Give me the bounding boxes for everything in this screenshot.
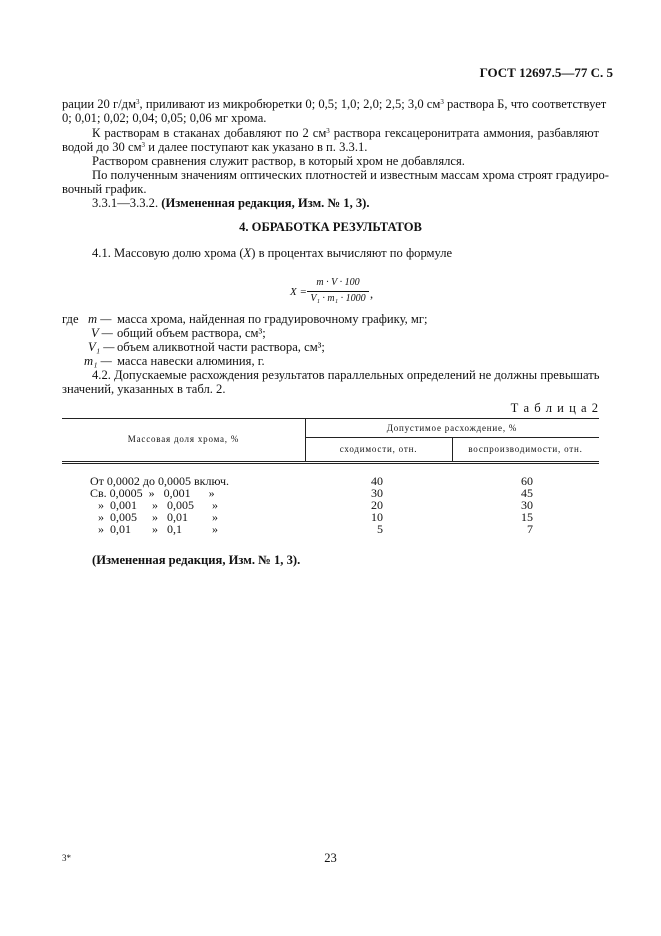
definition-text: масса хрома, найденная по градуировочному графику, мг;: [117, 312, 428, 326]
amendment-note: (Измененная редакция, Изм. № 1, 3).: [92, 553, 301, 567]
paragraph-line: значений, указанных в табл. 2.: [62, 382, 226, 396]
table-cell-convergence: 20: [371, 498, 383, 512]
paragraph-line: 0; 0,01; 0,02; 0,04; 0,05; 0,06 мг хрома.: [62, 111, 267, 125]
definition-text: общий объем раствора, см³;: [117, 326, 266, 340]
table-cell-convergence: 5: [377, 522, 383, 536]
signature-mark: 3*: [62, 853, 71, 863]
running-header: ГОСТ 12697.5—77 С. 5: [479, 65, 613, 80]
table-cell-reproducibility: 30: [521, 498, 533, 512]
paragraph-line: К растворам в стаканах добавляют по 2 $см^3$ раствора гексацеронитрата аммония, разбавляют: [92, 126, 599, 140]
definitions-where: где: [62, 312, 79, 326]
paragraph-line: вочный график.: [62, 182, 147, 196]
page-number: 23: [324, 851, 337, 865]
paragraph-line: 4.2. Допускаемые расхождения результатов параллельных определений не должны превышать: [92, 368, 600, 382]
table-cell-reproducibility: 60: [521, 474, 533, 488]
definition-symbol: V₁ —: [88, 340, 115, 354]
table-header-allowed-discrepancy: Допустимое расхождение, %: [386, 423, 518, 433]
amendment-note: 3.3.1—3.3.2. (Измененная редакция, Изм. № 1, 3).: [92, 196, 370, 210]
formula-denominator: V₁ · m₁ · 1000: [310, 293, 366, 304]
definition-symbol: V —: [91, 326, 113, 340]
formula-tail: ,: [370, 287, 374, 301]
section-title: 4. ОБРАБОТКА РЕЗУЛЬТАТОВ: [239, 220, 422, 234]
table-cell-mass: От 0,0002 до 0,0005 включ.: [90, 474, 230, 488]
paragraph-line: Раствором сравнения служит раствор, в который хром не добавлялся.: [92, 154, 465, 168]
table-cell-mass: » 0,01 » 0,1 »: [98, 522, 218, 536]
table-header-rule: [62, 463, 599, 464]
formula-fraction-bar: [307, 291, 369, 292]
table-cell-reproducibility: 7: [527, 522, 533, 536]
table-cell-reproducibility: 45: [521, 486, 533, 500]
table-cell-convergence: 10: [371, 510, 383, 524]
definition-text: объем аликвотной части раствора, см³;: [117, 340, 325, 354]
table-caption: Т а б л и ц а 2: [510, 401, 599, 415]
table-header-reproducibility: воспроизводимости, отн.: [468, 444, 583, 454]
table-cell-mass: » 0,001 » 0,005 »: [98, 498, 218, 512]
paragraph-line: рации 20 $г/дм^3$, приливают из микробюретки 0; 0,5; 1,0; 2,0; 2,5; 3,0 $см^3$ раствора Б, что соответствует: [62, 97, 607, 111]
formula-intro: 4.1. Массовую долю хрома (X) в процентах вычисляют по формуле: [92, 246, 453, 260]
table-cell-reproducibility: 15: [521, 510, 533, 524]
paragraph-line: водой до 30 $см^3$ и далее поступают как указано в п. 3.3.1.: [62, 140, 368, 154]
definition-symbol: m₁ —: [84, 354, 112, 368]
table-header-mass-fraction: Массовая доля хрома, %: [127, 434, 240, 444]
paragraph-line: По полученным значениям оптических плотностей и известным массам хрома строят градуиро-: [92, 168, 609, 182]
table-header-rule: [62, 461, 599, 462]
table-header-convergence: сходимости, отн.: [339, 444, 418, 454]
table-top-rule: [62, 418, 599, 419]
table-cell-convergence: 40: [371, 474, 383, 488]
formula-numerator: m · V · 100: [316, 277, 360, 288]
definition-symbol: m —: [88, 312, 112, 326]
definition-text: масса навески алюминия, г.: [117, 354, 265, 368]
table-cell-mass: » 0,005 » 0,01 »: [98, 510, 218, 524]
table-cell-convergence: 30: [371, 486, 383, 500]
formula-lhs: X =: [290, 286, 307, 298]
table-cell-mass: Св. 0,0005 » 0,001 »: [90, 486, 215, 500]
